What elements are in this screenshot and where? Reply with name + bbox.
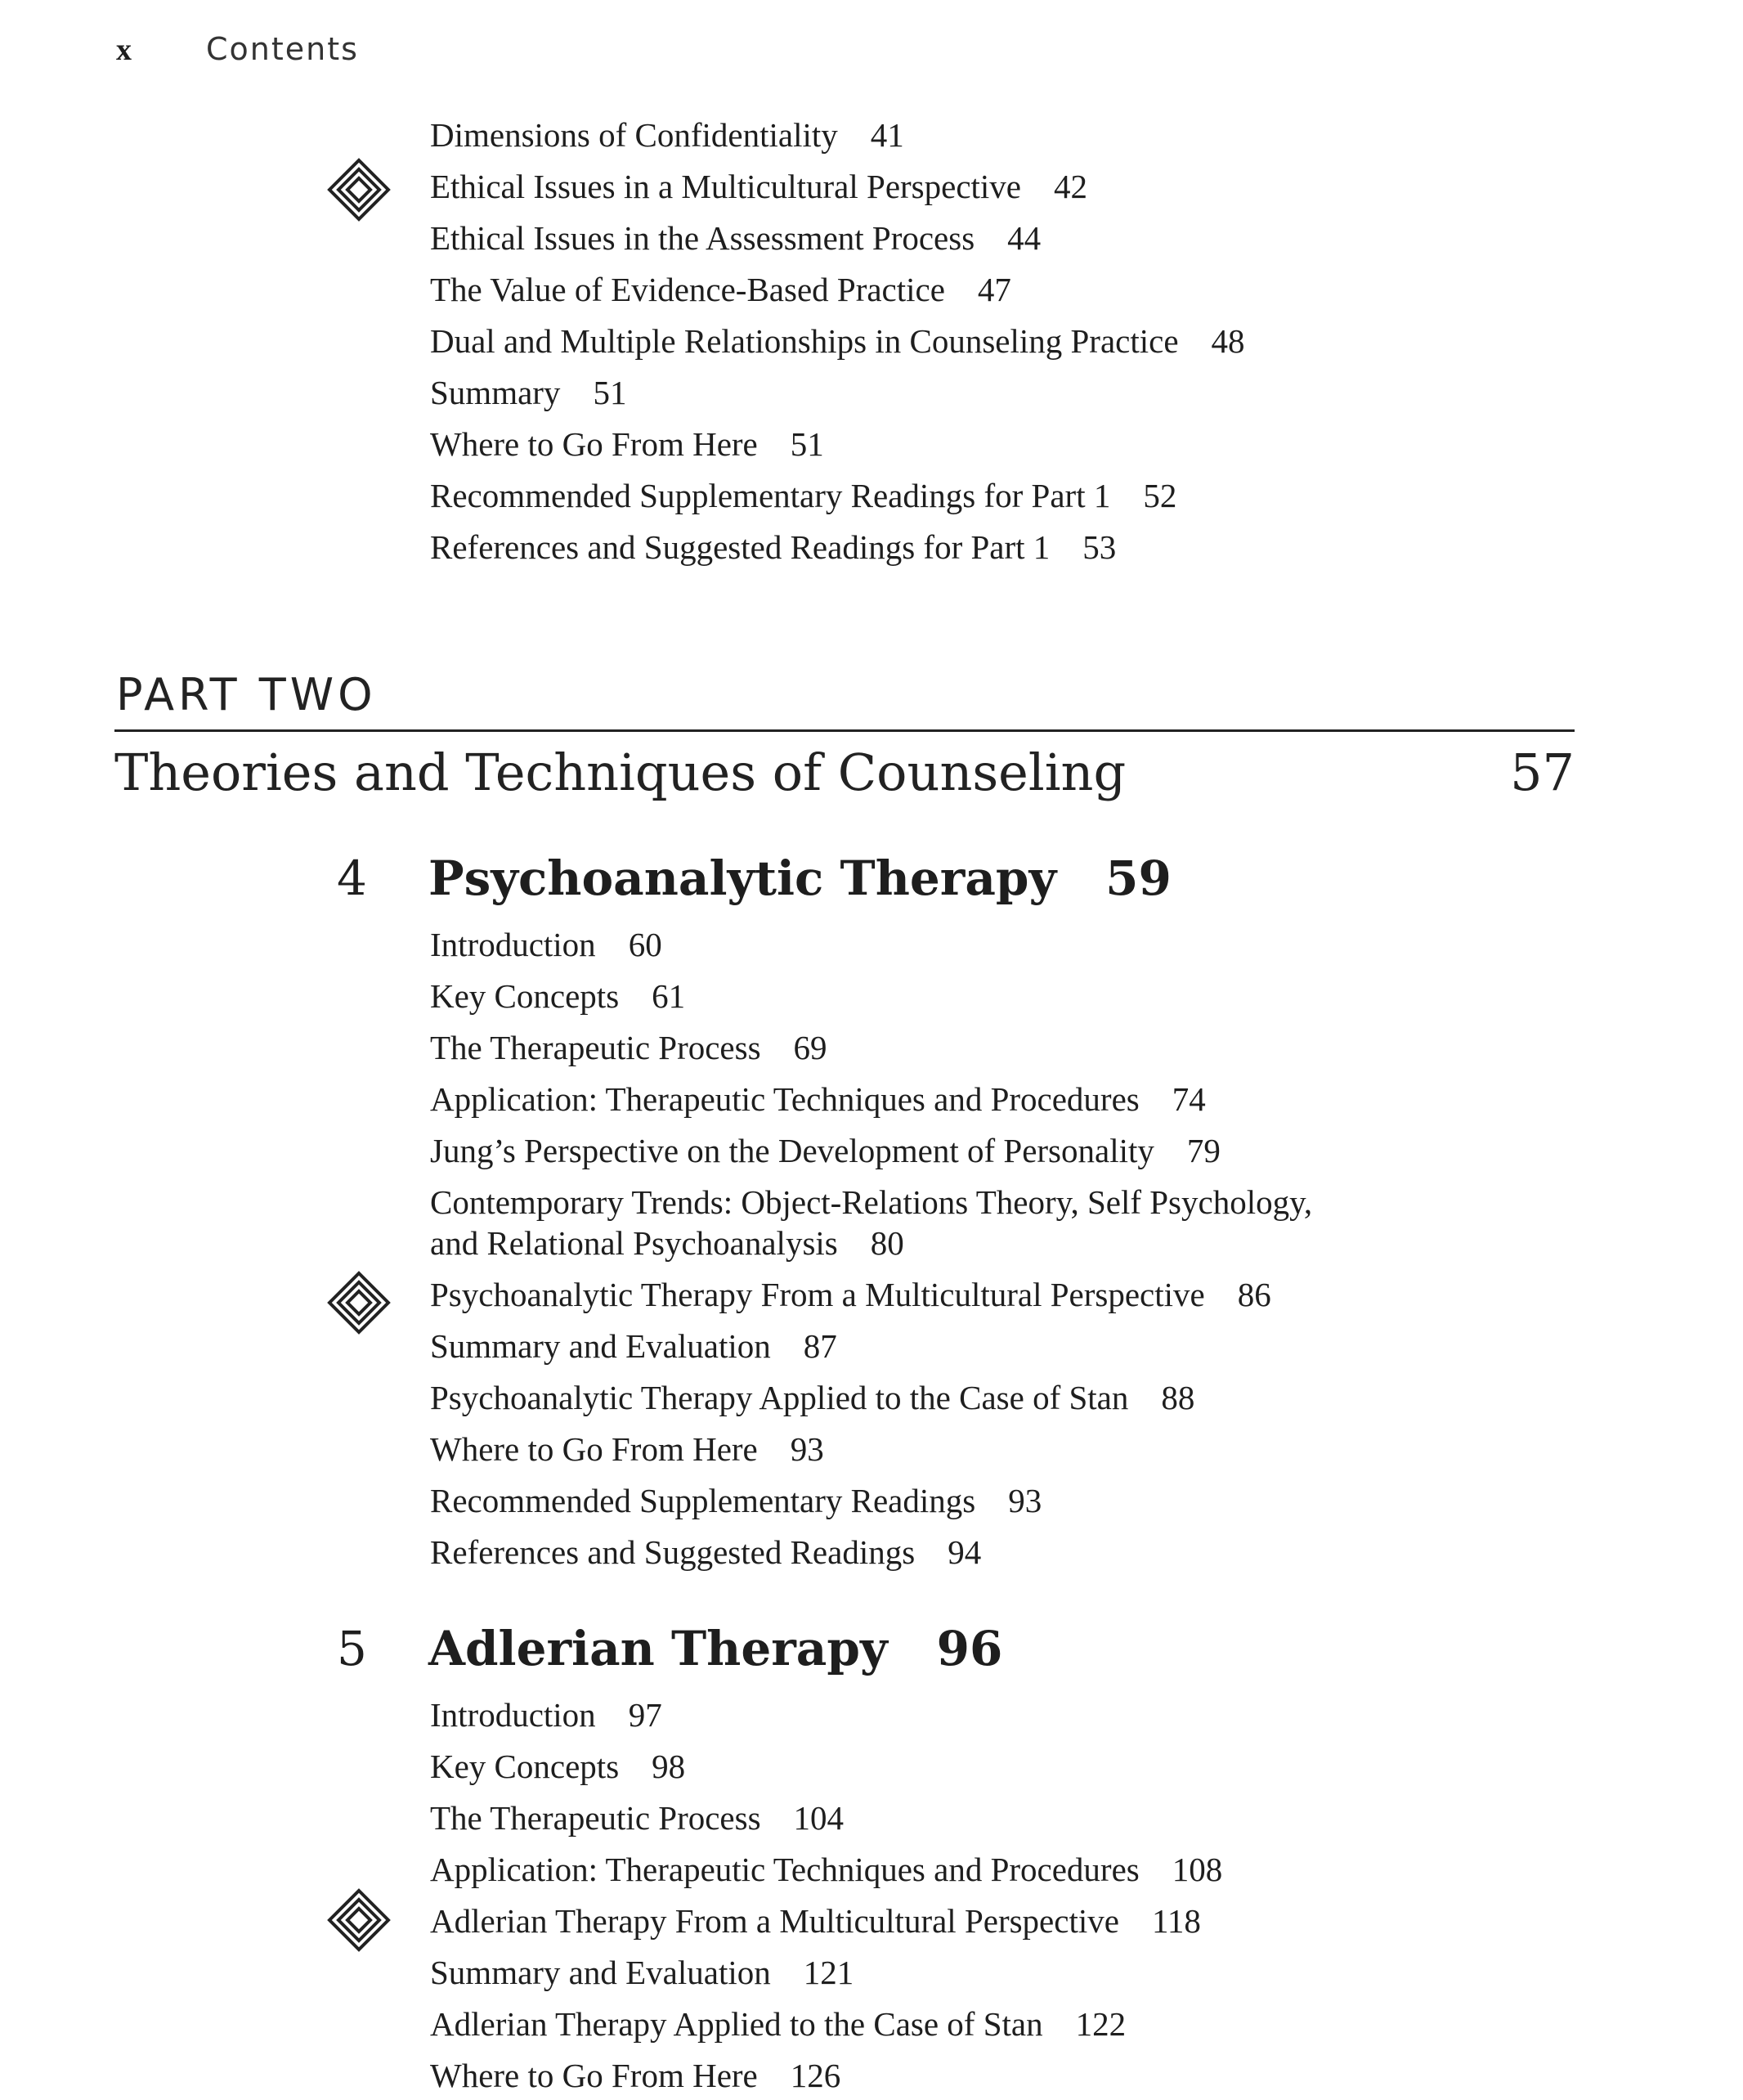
entry-page: 52 [1143,477,1177,514]
toc-entry [430,372,626,413]
entry-page: 42 [1054,168,1088,205]
toc-entry [430,1182,1312,1223]
toc-entry [430,1694,662,1735]
toc-entry [430,1746,685,1787]
entry-title: Where to Go From Here [430,425,758,463]
entry-title: Ethical Issues in a Multicultural Perspective [430,168,1022,205]
entry-title: Ethical Issues in the Assessment Process [430,219,975,257]
toc-entry [430,976,685,1016]
entry-page: 41 [870,116,904,154]
entry-page: 93 [790,1430,824,1468]
toc-entry [430,269,1011,310]
entry-page: 126 [790,2057,841,2094]
entry-title: Adlerian Therapy From a Multicultural Perspective [430,1902,1119,1940]
entry-title: Introduction [430,1696,596,1734]
diamond-icon [327,1888,391,1952]
chapter-title-text: Adlerian Therapy [428,1621,888,1676]
toc-entry [430,1027,827,1068]
entry-title: Dimensions of Confidentiality [430,116,838,154]
part-label: PART TWO [116,669,377,720]
toc-entry [430,1849,1222,1890]
entry-title: Application: Therapeutic Techniques and Procedures [430,1080,1140,1118]
entry-page: 61 [652,977,686,1015]
entry-title: Introduction [430,926,596,963]
toc-entry [430,527,1116,568]
toc-entry [430,475,1176,516]
entry-title: Key Concepts [430,1748,620,1785]
entry-title: The Value of Evidence-Based Practice [430,271,945,308]
chapter-page: 59 [1105,850,1172,906]
entry-page: 98 [652,1748,686,1785]
toc-entry [430,1130,1221,1171]
entry-title: Summary and Evaluation [430,1954,771,1991]
entry-page: 48 [1211,322,1245,360]
entry-page: 94 [948,1533,982,1571]
toc-entry-continued [430,1223,904,1263]
running-head-title: Contents [206,31,359,67]
entry-page: 74 [1172,1080,1206,1118]
part-page: 57 [1510,743,1575,802]
toc-entry [430,218,1041,258]
entry-page: 121 [803,1954,854,1991]
chapter-number: 4 [337,850,367,906]
entry-title: The Therapeutic Process [430,1799,761,1837]
toc-entry [430,424,824,464]
entry-page: 69 [793,1029,827,1066]
toc-entry [430,114,904,155]
entry-page: 86 [1237,1276,1271,1313]
entry-page: 44 [1007,219,1042,257]
chapter-title [428,850,1172,906]
entry-title: Recommended Supplementary Readings [430,1482,976,1519]
part-rule [114,729,1575,732]
toc-entry [430,166,1087,207]
entry-page: 79 [1186,1132,1221,1169]
entry-title: The Therapeutic Process [430,1029,761,1066]
entry-page: 47 [977,271,1011,308]
entry-page: 51 [790,425,824,463]
toc-entry [430,1429,824,1470]
entry-page: 122 [1075,2005,1127,2043]
page-folio: x [116,33,132,67]
toc-entry [430,1952,854,1993]
entry-title: Summary [430,374,561,411]
entry-title: Where to Go From Here [430,1430,758,1468]
entry-title: Key Concepts [430,977,620,1015]
entry-page: 87 [803,1327,837,1365]
toc-entry [430,1079,1206,1120]
toc-entry [430,1326,837,1366]
entry-page: 51 [593,374,627,411]
entry-title: Application: Therapeutic Techniques and Procedures [430,1851,1140,1888]
diamond-icon [327,158,391,222]
toc-entry [430,1900,1201,1941]
entry-page: 53 [1082,528,1117,566]
running-head [116,31,359,68]
toc-entry [430,924,662,965]
toc-entry [430,2004,1126,2044]
entry-page: 118 [1151,1902,1201,1940]
toc-entry [430,1274,1271,1315]
entry-page: 93 [1008,1482,1042,1519]
toc-entry [430,1480,1042,1521]
entry-page: 97 [628,1696,662,1734]
chapter-title-text: Psychoanalytic Therapy [428,850,1057,906]
diamond-icon [327,1271,391,1335]
toc-entry [430,321,1245,361]
entry-title: Jung’s Perspective on the Development of Personality [430,1132,1154,1169]
entry-title: Adlerian Therapy Applied to the Case of Stan [430,2005,1043,2043]
chapter-number: 5 [337,1621,367,1676]
entry-title: Dual and Multiple Relationships in Counseling Practice [430,322,1179,360]
entry-title: References and Suggested Readings for Part 1 [430,528,1051,566]
entry-title: Summary and Evaluation [430,1327,771,1365]
entry-title: Recommended Supplementary Readings for Part 1 [430,477,1111,514]
entry-title: Contemporary Trends: Object-Relations Theory, Self Psychology, [430,1183,1313,1221]
entry-title: Psychoanalytic Therapy Applied to the Case of Stan [430,1379,1129,1416]
entry-page: 104 [793,1799,845,1837]
chapter-title [428,1621,1002,1676]
entry-title: References and Suggested Readings [430,1533,916,1571]
entry-title: and Relational Psychoanalysis [430,1224,838,1262]
entry-page: 80 [870,1224,904,1262]
toc-entry [430,1532,981,1573]
entry-title: Psychoanalytic Therapy From a Multicultural Perspective [430,1276,1205,1313]
toc-entry [430,2055,840,2096]
entry-page: 60 [628,926,662,963]
entry-page: 108 [1172,1851,1223,1888]
toc-entry [430,1797,844,1838]
chapter-page: 96 [936,1621,1003,1676]
part-title: Theories and Techniques of Counseling [114,743,1127,802]
entry-page: 88 [1161,1379,1195,1416]
entry-title: Where to Go From Here [430,2057,758,2094]
toc-entry [430,1377,1194,1418]
